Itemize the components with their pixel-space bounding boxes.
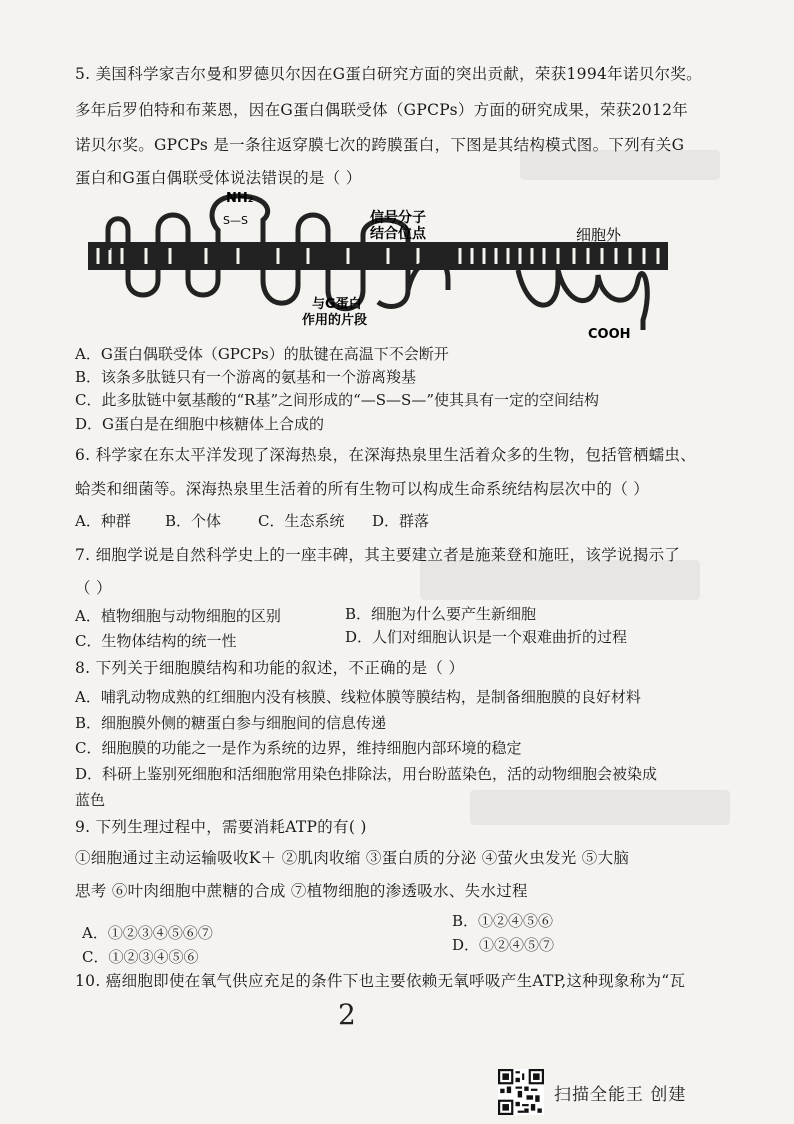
q8-option-d-cont: 蓝色: [75, 791, 106, 809]
q7-option-d: D．人们对细胞认识是一个艰难曲折的过程: [345, 628, 628, 646]
q7-line-1: 7. 细胞学说是自然科学史上的一座丰碑，其主要建立者是施莱登和施旺，该学说揭示了: [75, 546, 681, 564]
nh2-label: NH₂: [226, 191, 254, 206]
q5-option-c: C．此多肽链中氨基酸的“R基”之间形成的“—S—S—”使其具有一定的空间结构: [75, 391, 599, 409]
scan-smudge: [420, 560, 700, 600]
q8-option-d: D．科研上鉴别死细胞和活细胞常用染色排除法，用台盼蓝染色，活的动物细胞会被染成: [75, 765, 658, 783]
g-protein-label: 与G蛋白: [312, 297, 362, 312]
q9-option-b: B．①②④⑤⑥: [452, 912, 554, 930]
binding-site-label: 结合位点: [370, 226, 426, 242]
membrane-band: [88, 242, 668, 270]
q8-option-b: B．细胞膜外侧的糖蛋白参与细胞间的信息传递: [75, 714, 387, 732]
q7-option-c: C．生物体结构的统一性: [75, 632, 237, 650]
q5-option-d: D．G蛋白是在细胞中核糖体上合成的: [75, 415, 325, 433]
polypeptide-chain-tail: [518, 270, 647, 330]
q8-option-c: C．细胞膜的功能之一是作为系统的边界，维持细胞内部环境的稳定: [75, 739, 522, 757]
q6-option-a: A．种群: [75, 512, 131, 530]
extracellular-label: 细胞外: [576, 226, 622, 244]
q7-option-b: B．细胞为什么要产生新细胞: [345, 605, 537, 623]
segment-label: 作用的片段: [302, 313, 368, 328]
q9-option-a: A．①②③④⑤⑥⑦: [82, 924, 213, 942]
page-number: 2: [338, 998, 356, 1031]
q9-line-1: 9. 下列生理过程中，需要消耗ATP的有( ): [75, 818, 367, 836]
scan-smudge: [470, 790, 730, 825]
q9-option-c: C．①②③④⑤⑥: [82, 948, 199, 966]
q9-option-d: D．①②④⑤⑦: [452, 936, 555, 954]
signal-molecule-label: 信号分子: [370, 210, 426, 226]
q9-line-3: 思考 ⑥叶肉细胞中蔗糖的合成 ⑦植物细胞的渗透吸水、失水过程: [75, 882, 528, 900]
q5-line-4: 蛋白和G蛋白偶联受体说法错误的是（ ）: [75, 169, 362, 187]
q7-option-a: A．植物细胞与动物细胞的区别: [75, 607, 281, 625]
scanner-watermark-text: 扫描全能王 创建: [554, 1084, 687, 1105]
q8-option-a: A．哺乳动物成熟的红细胞内没有核膜、线粒体膜等膜结构，是制备细胞膜的良好材料: [75, 688, 641, 706]
scanner-watermark: [498, 1066, 738, 1118]
q5-option-a: A．G蛋白偶联受体（GPCPs）的肽键在高温下不会断开: [75, 345, 449, 363]
cooh-label: COOH: [588, 327, 631, 340]
q10-line-1: 10. 癌细胞即使在氧气供应充足的条件下也主要依赖无氧呼吸产生ATP,这种现象称为“瓦: [75, 972, 686, 990]
q5-line-1: 5. 美国科学家吉尔曼和罗德贝尔因在G蛋白研究方面的突出贡献，荣获1994年诺贝尔奖。: [75, 65, 702, 83]
q9-line-2: ①细胞通过主动运输吸收K＋ ②肌肉收缩 ③蛋白质的分泌 ④萤火虫发光 ⑤大脑: [75, 849, 630, 867]
q7-line-2: （ ）: [75, 579, 112, 597]
q8-line-1: 8. 下列关于细胞膜结构和功能的叙述，不正确的是（ ）: [75, 659, 465, 677]
q5-line-3: 诺贝尔奖。GPCPs 是一条往返穿膜七次的跨膜蛋白，下图是其结构模式图。下列有关G: [75, 136, 685, 154]
disulfide-label: S—S: [223, 214, 248, 227]
q6-line-2: 蛤类和细菌等。深海热泉里生活着的所有生物可以构成生命系统结构层次中的（ ）: [75, 480, 650, 498]
q5-line-2: 多年后罗伯特和布莱恩，因在G蛋白偶联受体（GPCPs）方面的研究成果，荣获2012年: [75, 101, 689, 119]
q6-option-b: B．个体: [165, 512, 222, 530]
gpcr-structure-diagram: [88, 190, 668, 340]
qr-code-icon: [498, 1069, 544, 1115]
q5-option-b: B．该条多肽链只有一个游离的氨基和一个游离羧基: [75, 368, 417, 386]
q6-line-1: 6. 科学家在东太平洋发现了深海热泉，在深海热泉里生活着众多的生物，包括管栖蠕虫、: [75, 446, 697, 464]
q6-option-d: D．群落: [372, 512, 430, 530]
q6-option-c: C．生态系统: [258, 512, 345, 530]
